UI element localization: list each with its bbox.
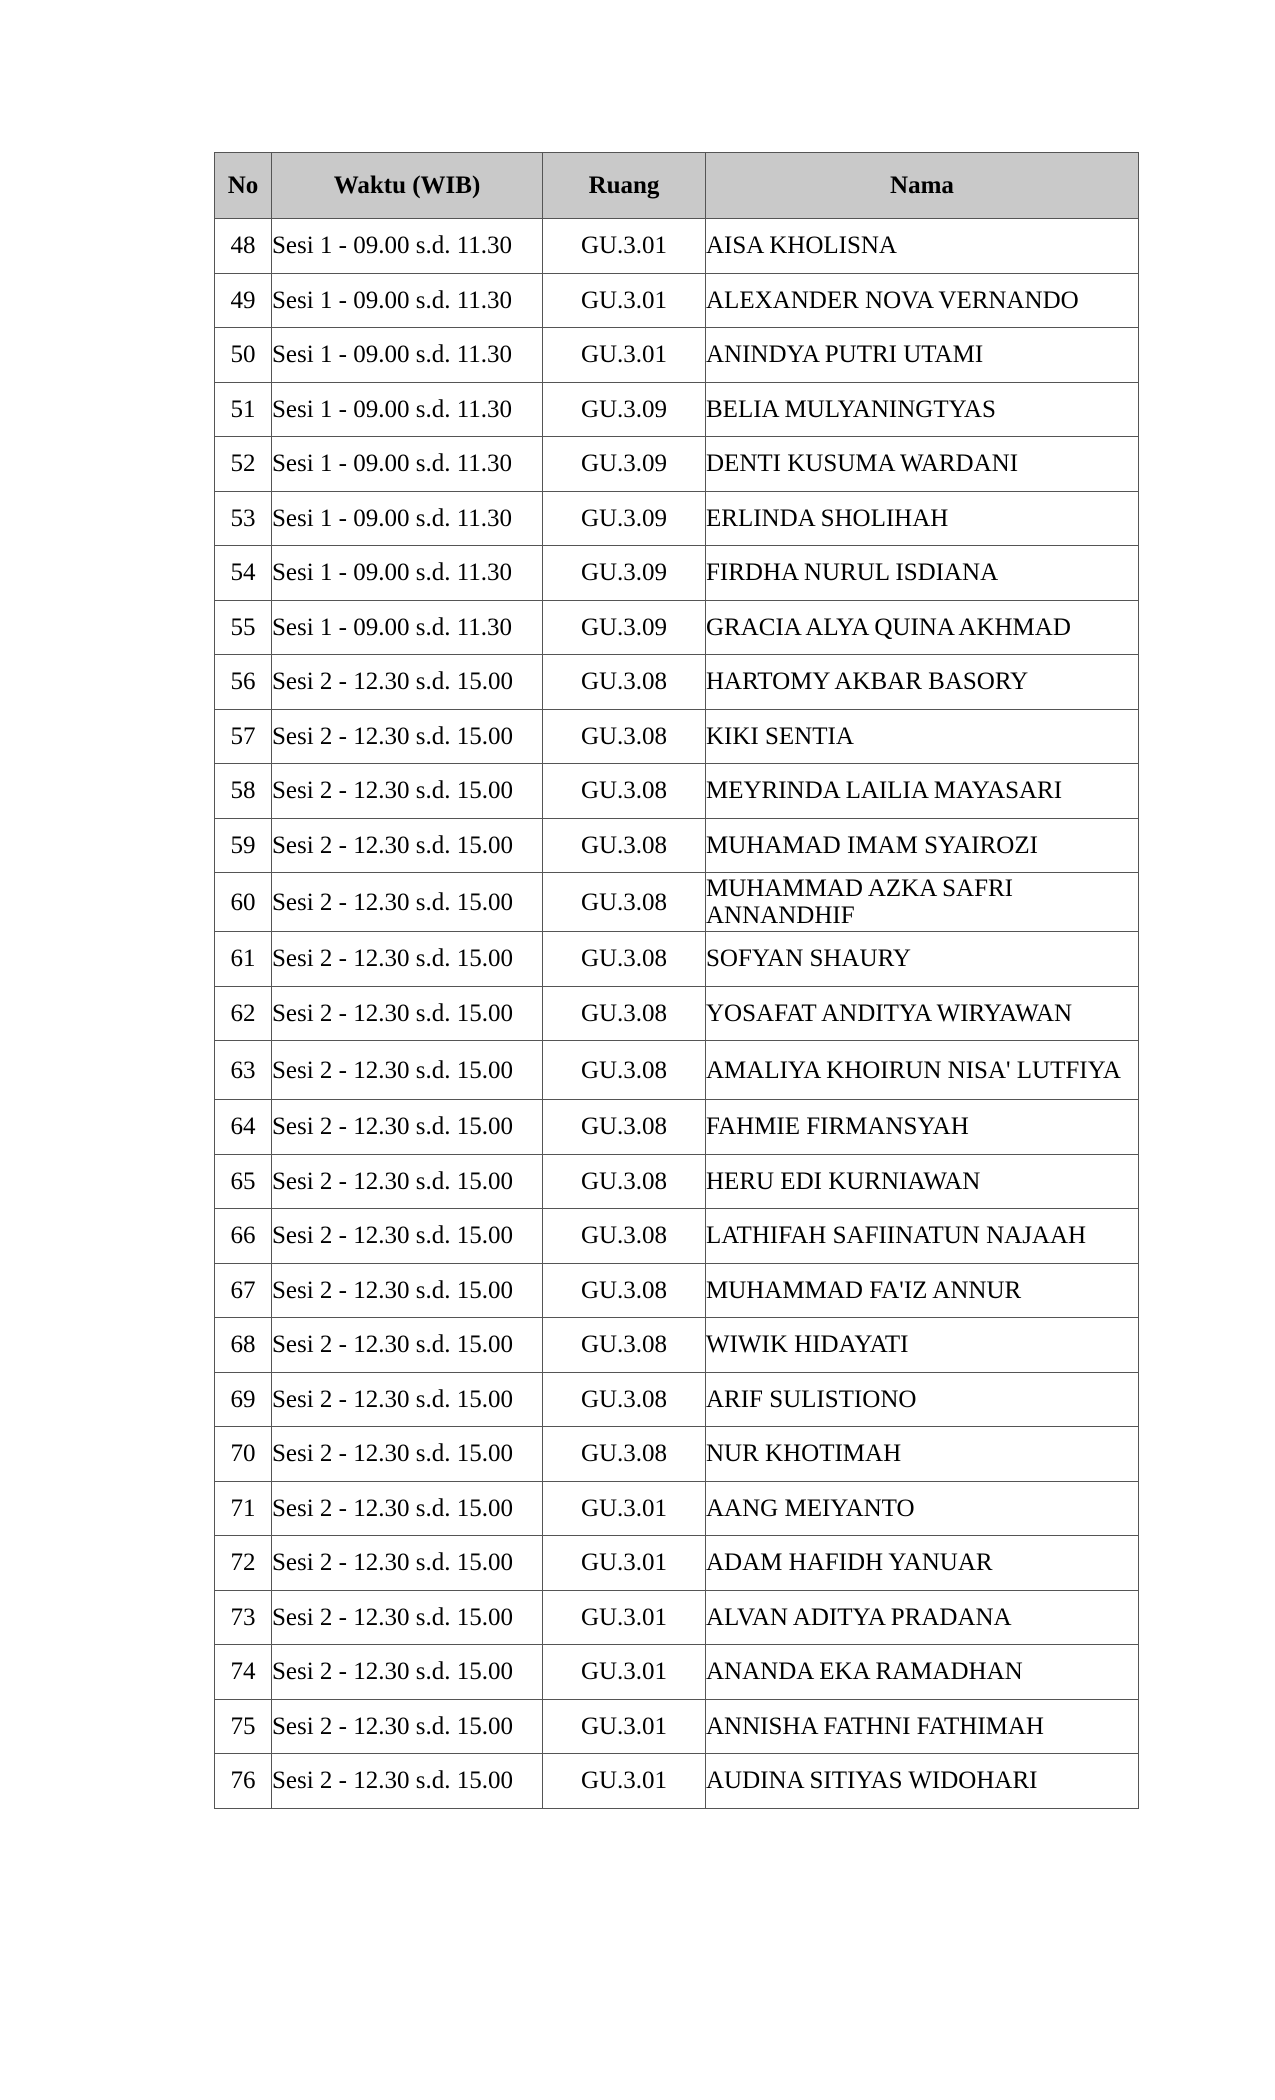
- cell-name: FIRDHA NURUL ISDIANA: [706, 546, 1139, 601]
- cell-name: ADAM HAFIDH YANUAR: [706, 1536, 1139, 1591]
- cell-room: GU.3.08: [543, 1318, 706, 1373]
- cell-time: Sesi 2 - 12.30 s.d. 15.00: [272, 764, 543, 819]
- cell-name: ALVAN ADITYA PRADANA: [706, 1590, 1139, 1645]
- table-row: [215, 986, 1139, 1041]
- table-row: [215, 1536, 1139, 1591]
- table-row: [215, 932, 1139, 987]
- header-no: No: [215, 153, 272, 219]
- cell-no: 53: [215, 491, 272, 546]
- cell-room: GU.3.08: [543, 1041, 706, 1100]
- cell-time: Sesi 2 - 12.30 s.d. 15.00: [272, 709, 543, 764]
- cell-no: 60: [215, 873, 272, 932]
- cell-time: Sesi 2 - 12.30 s.d. 15.00: [272, 1645, 543, 1700]
- cell-time: Sesi 1 - 09.00 s.d. 11.30: [272, 491, 543, 546]
- cell-no: 61: [215, 932, 272, 987]
- cell-time: Sesi 1 - 09.00 s.d. 11.30: [272, 273, 543, 328]
- cell-room: GU.3.08: [543, 764, 706, 819]
- table-row: [215, 437, 1139, 492]
- cell-name: YOSAFAT ANDITYA WIRYAWAN: [706, 986, 1139, 1041]
- cell-time: Sesi 1 - 09.00 s.d. 11.30: [272, 219, 543, 274]
- cell-no: 74: [215, 1645, 272, 1700]
- cell-name: HARTOMY AKBAR BASORY: [706, 655, 1139, 710]
- cell-no: 72: [215, 1536, 272, 1591]
- cell-no: 48: [215, 219, 272, 274]
- table-row: [215, 1699, 1139, 1754]
- cell-room: GU.3.09: [543, 491, 706, 546]
- table-row: [215, 1041, 1139, 1100]
- cell-room: GU.3.01: [543, 1536, 706, 1591]
- cell-time: Sesi 2 - 12.30 s.d. 15.00: [272, 1100, 543, 1155]
- cell-no: 62: [215, 986, 272, 1041]
- cell-room: GU.3.01: [543, 1699, 706, 1754]
- cell-name: WIWIK HIDAYATI: [706, 1318, 1139, 1373]
- table-row: [215, 1154, 1139, 1209]
- cell-name: MUHAMAD IMAM SYAIROZI: [706, 818, 1139, 873]
- cell-no: 50: [215, 328, 272, 383]
- cell-no: 69: [215, 1372, 272, 1427]
- cell-name: ARIF SULISTIONO: [706, 1372, 1139, 1427]
- header-name: Nama: [706, 153, 1139, 219]
- cell-time: Sesi 1 - 09.00 s.d. 11.30: [272, 546, 543, 601]
- cell-name: ERLINDA SHOLIHAH: [706, 491, 1139, 546]
- cell-room: GU.3.08: [543, 1263, 706, 1318]
- cell-no: 64: [215, 1100, 272, 1155]
- cell-room: GU.3.08: [543, 1209, 706, 1264]
- table-row: [215, 1590, 1139, 1645]
- cell-room: GU.3.09: [543, 382, 706, 437]
- cell-no: 51: [215, 382, 272, 437]
- cell-room: GU.3.08: [543, 818, 706, 873]
- cell-no: 52: [215, 437, 272, 492]
- table-row: [215, 764, 1139, 819]
- table-row: [215, 1481, 1139, 1536]
- cell-no: 54: [215, 546, 272, 601]
- cell-name: HERU EDI KURNIAWAN: [706, 1154, 1139, 1209]
- cell-room: GU.3.08: [543, 1100, 706, 1155]
- cell-name: ALEXANDER NOVA VERNANDO: [706, 273, 1139, 328]
- cell-time: Sesi 2 - 12.30 s.d. 15.00: [272, 1209, 543, 1264]
- cell-name: AMALIYA KHOIRUN NISA' LUTFIYA: [706, 1041, 1139, 1100]
- cell-time: Sesi 1 - 09.00 s.d. 11.30: [272, 328, 543, 383]
- cell-name: GRACIA ALYA QUINA AKHMAD: [706, 600, 1139, 655]
- cell-room: GU.3.08: [543, 873, 706, 932]
- table-row: [215, 546, 1139, 601]
- cell-room: GU.3.09: [543, 546, 706, 601]
- cell-room: GU.3.01: [543, 1754, 706, 1809]
- table-row: [215, 655, 1139, 710]
- table-row: [215, 600, 1139, 655]
- cell-no: 55: [215, 600, 272, 655]
- cell-room: GU.3.08: [543, 655, 706, 710]
- cell-name: NUR KHOTIMAH: [706, 1427, 1139, 1482]
- cell-time: Sesi 2 - 12.30 s.d. 15.00: [272, 818, 543, 873]
- cell-time: Sesi 2 - 12.30 s.d. 15.00: [272, 1372, 543, 1427]
- cell-no: 65: [215, 1154, 272, 1209]
- table-row: [215, 1645, 1139, 1700]
- table-row: [215, 219, 1139, 274]
- cell-time: Sesi 2 - 12.30 s.d. 15.00: [272, 1427, 543, 1482]
- cell-name: BELIA MULYANINGTYAS: [706, 382, 1139, 437]
- cell-time: Sesi 2 - 12.30 s.d. 15.00: [272, 873, 543, 932]
- cell-room: GU.3.08: [543, 1372, 706, 1427]
- table-row: [215, 1372, 1139, 1427]
- cell-room: GU.3.08: [543, 1154, 706, 1209]
- cell-name: MEYRINDA LAILIA MAYASARI: [706, 764, 1139, 819]
- table-row: [215, 1263, 1139, 1318]
- table-header-row: [215, 153, 1139, 219]
- table-row: [215, 273, 1139, 328]
- cell-room: GU.3.01: [543, 328, 706, 383]
- cell-no: 49: [215, 273, 272, 328]
- cell-time: Sesi 2 - 12.30 s.d. 15.00: [272, 1481, 543, 1536]
- cell-no: 76: [215, 1754, 272, 1809]
- cell-time: Sesi 1 - 09.00 s.d. 11.30: [272, 382, 543, 437]
- cell-time: Sesi 2 - 12.30 s.d. 15.00: [272, 1154, 543, 1209]
- cell-time: Sesi 2 - 12.30 s.d. 15.00: [272, 932, 543, 987]
- cell-name: AUDINA SITIYAS WIDOHARI: [706, 1754, 1139, 1809]
- schedule-table: [214, 152, 1139, 1809]
- cell-time: Sesi 2 - 12.30 s.d. 15.00: [272, 1536, 543, 1591]
- cell-time: Sesi 2 - 12.30 s.d. 15.00: [272, 1318, 543, 1373]
- cell-name: MUHAMMAD FA'IZ ANNUR: [706, 1263, 1139, 1318]
- cell-no: 56: [215, 655, 272, 710]
- cell-room: GU.3.01: [543, 219, 706, 274]
- cell-no: 75: [215, 1699, 272, 1754]
- cell-no: 66: [215, 1209, 272, 1264]
- cell-time: Sesi 2 - 12.30 s.d. 15.00: [272, 986, 543, 1041]
- table-row: [215, 1318, 1139, 1373]
- cell-time: Sesi 2 - 12.30 s.d. 15.00: [272, 1754, 543, 1809]
- cell-no: 59: [215, 818, 272, 873]
- cell-name: ANINDYA PUTRI UTAMI: [706, 328, 1139, 383]
- cell-name: SOFYAN SHAURY: [706, 932, 1139, 987]
- cell-name: MUHAMMAD AZKA SAFRI ANNANDHIF: [706, 873, 1139, 932]
- cell-name: ANNISHA FATHNI FATHIMAH: [706, 1699, 1139, 1754]
- cell-time: Sesi 1 - 09.00 s.d. 11.30: [272, 600, 543, 655]
- table-row: [215, 818, 1139, 873]
- cell-room: GU.3.08: [543, 1427, 706, 1482]
- table-row: [215, 709, 1139, 764]
- cell-room: GU.3.08: [543, 932, 706, 987]
- cell-name: KIKI SENTIA: [706, 709, 1139, 764]
- cell-name: ANANDA EKA RAMADHAN: [706, 1645, 1139, 1700]
- table-row: [215, 1754, 1139, 1809]
- cell-name: FAHMIE FIRMANSYAH: [706, 1100, 1139, 1155]
- cell-no: 58: [215, 764, 272, 819]
- table-row: [215, 1100, 1139, 1155]
- cell-room: GU.3.08: [543, 986, 706, 1041]
- table-row: [215, 491, 1139, 546]
- cell-time: Sesi 2 - 12.30 s.d. 15.00: [272, 1041, 543, 1100]
- cell-name: LATHIFAH SAFIINATUN NAJAAH: [706, 1209, 1139, 1264]
- header-time: Waktu (WIB): [272, 153, 543, 219]
- cell-room: GU.3.01: [543, 1645, 706, 1700]
- cell-no: 67: [215, 1263, 272, 1318]
- cell-time: Sesi 1 - 09.00 s.d. 11.30: [272, 437, 543, 492]
- header-room: Ruang: [543, 153, 706, 219]
- cell-no: 57: [215, 709, 272, 764]
- cell-no: 63: [215, 1041, 272, 1100]
- cell-time: Sesi 2 - 12.30 s.d. 15.00: [272, 1263, 543, 1318]
- cell-name: AANG MEIYANTO: [706, 1481, 1139, 1536]
- cell-room: GU.3.01: [543, 1590, 706, 1645]
- table-row: [215, 328, 1139, 383]
- cell-room: GU.3.08: [543, 709, 706, 764]
- cell-no: 73: [215, 1590, 272, 1645]
- cell-room: GU.3.09: [543, 600, 706, 655]
- cell-no: 68: [215, 1318, 272, 1373]
- table-row: [215, 1427, 1139, 1482]
- cell-no: 71: [215, 1481, 272, 1536]
- cell-room: GU.3.09: [543, 437, 706, 492]
- table-row: [215, 873, 1139, 932]
- table-row: [215, 382, 1139, 437]
- cell-name: DENTI KUSUMA WARDANI: [706, 437, 1139, 492]
- cell-name: AISA KHOLISNA: [706, 219, 1139, 274]
- cell-time: Sesi 2 - 12.30 s.d. 15.00: [272, 655, 543, 710]
- cell-room: GU.3.01: [543, 1481, 706, 1536]
- cell-no: 70: [215, 1427, 272, 1482]
- cell-time: Sesi 2 - 12.30 s.d. 15.00: [272, 1590, 543, 1645]
- table-row: [215, 1209, 1139, 1264]
- cell-time: Sesi 2 - 12.30 s.d. 15.00: [272, 1699, 543, 1754]
- cell-room: GU.3.01: [543, 273, 706, 328]
